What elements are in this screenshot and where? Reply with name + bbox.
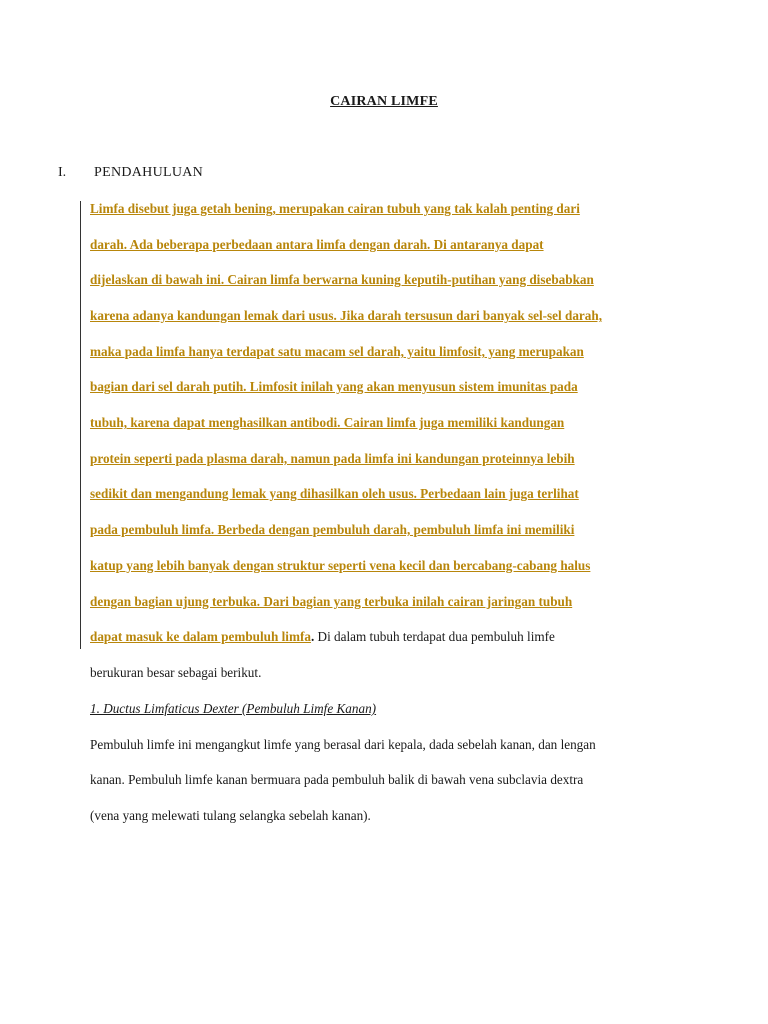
paragraph-line: darah. Ada beberapa perbedaan antara limfa dengan darah. Di antaranya dapat (90, 237, 544, 252)
section-name: PENDAHULUAN (94, 165, 204, 180)
paragraph-line-mixed (90, 629, 555, 645)
subheading: 1. Ductus Limfaticus Dexter (Pembuluh Limfe Kanan) (90, 701, 377, 716)
body-line: Pembuluh limfe ini mengangkut limfe yang berasal dari kepala, dada sebelah kanan, dan lengan (90, 737, 596, 752)
page-title: CAIRAN LIMFE (330, 94, 438, 109)
paragraph-line: bagian dari sel darah putih. Limfosit inilah yang akan menyusun sistem imunitas pada (90, 379, 578, 394)
section-number: I. (58, 165, 67, 180)
paragraph-line: sedikit dan mengandung lemak yang dihasilkan oleh usus. Perbedaan lain juga terlihat (90, 486, 579, 501)
change-bar (80, 201, 81, 649)
paragraph-line: tubuh, karena dapat menghasilkan antibodi. Cairan limfa juga memiliki kandungan (90, 415, 565, 430)
paragraph-line: dijelaskan di bawah ini. Cairan limfa berwarna kuning keputih-putihan yang disebabkan (90, 272, 594, 287)
paragraph-line: karena adanya kandungan lemak dari usus. Jika darah tersusun dari banyak sel-sel darah, (90, 308, 603, 323)
normal-text: Di dalam tubuh terdapat dua pembuluh limfe (314, 629, 555, 644)
body-line: kanan. Pembuluh limfe kanan bermuara pada pembuluh balik di bawah vena subclavia dextra (90, 772, 584, 787)
paragraph-line: Limfa disebut juga getah bening, merupakan cairan tubuh yang tak kalah penting dari (90, 201, 580, 216)
paragraph-line: katup yang lebih banyak dengan struktur seperti vena kecil dan bercabang-cabang halus (90, 558, 591, 573)
paragraph-line: dengan bagian ujung terbuka. Dari bagian yang terbuka inilah cairan jaringan tubuh (90, 594, 573, 609)
body-line: (vena yang melewati tulang selangka sebelah kanan). (90, 808, 371, 823)
tracked-period: . (310, 629, 315, 644)
paragraph-line: maka pada limfa hanya terdapat satu macam sel darah, yaitu limfosit, yang merupakan (90, 344, 584, 359)
paragraph-line: pada pembuluh limfa. Berbeda dengan pembuluh darah, pembuluh limfa ini memiliki (90, 522, 575, 537)
paragraph-line: berukuran besar sebagai berikut. (90, 665, 262, 680)
paragraph-line: protein seperti pada plasma darah, namun pada limfa ini kandungan proteinnya lebih (90, 451, 575, 466)
tracked-text: dapat masuk ke dalam pembuluh limfa (90, 629, 311, 644)
